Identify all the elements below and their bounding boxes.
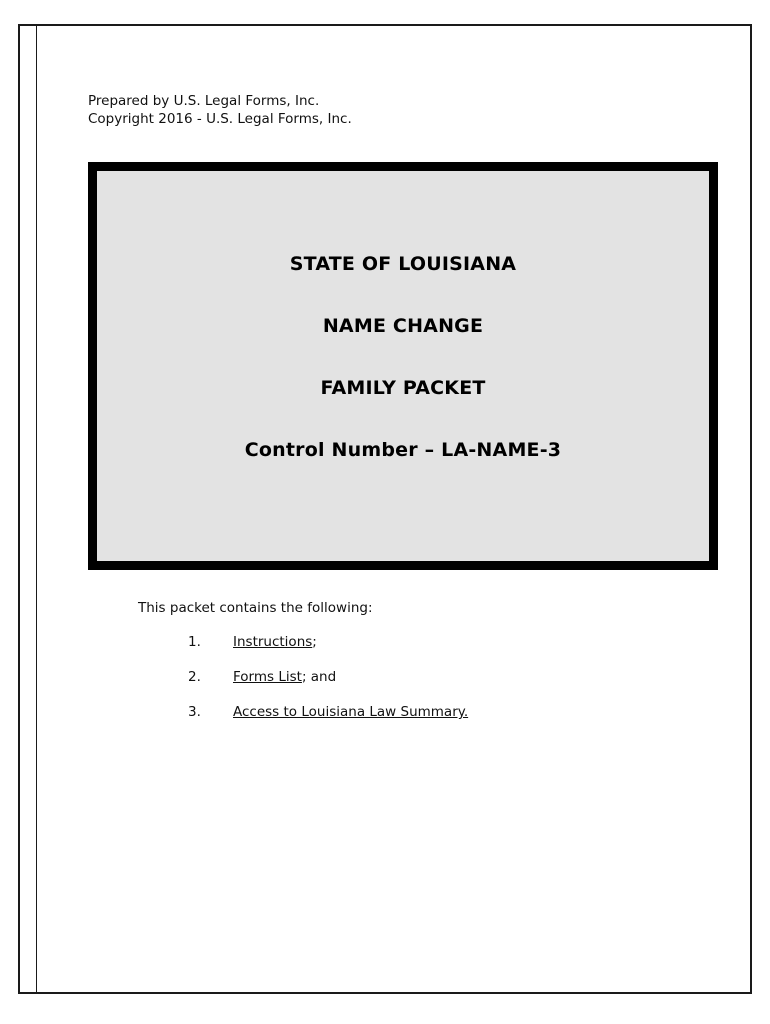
title-lines [97, 253, 709, 461]
prepared-by-block [88, 92, 720, 128]
forms-list-link[interactable]: Forms List [233, 669, 302, 686]
copyright-line: Copyright 2016 - U.S. Legal Forms, Inc. [88, 111, 352, 128]
title-box [88, 162, 718, 570]
list-item [188, 704, 720, 720]
instructions-link[interactable]: Instructions [233, 634, 313, 651]
list-item [188, 634, 720, 650]
page-margin-rule [36, 26, 37, 992]
law-summary-link[interactable]: Access to Louisiana Law Summary. [233, 704, 469, 721]
title-line-control-number: Control Number – LA-NAME-3 [244, 439, 562, 462]
list-item-number: 1. [188, 634, 201, 651]
title-line-packet-type: FAMILY PACKET [320, 377, 486, 400]
list-item-number: 3. [188, 704, 201, 721]
list-item [188, 669, 720, 685]
packet-contents-list [188, 634, 720, 720]
title-line-subject: NAME CHANGE [322, 315, 484, 338]
list-item-tail: ; [312, 634, 317, 651]
list-item-tail: ; and [301, 669, 337, 686]
document-page [18, 24, 752, 994]
page-content [88, 26, 720, 739]
packet-contents-intro: This packet contains the following: [138, 600, 373, 617]
list-item-number: 2. [188, 669, 201, 686]
prepared-by-line: Prepared by U.S. Legal Forms, Inc. [88, 93, 320, 109]
title-line-state: STATE OF LOUISIANA [289, 253, 517, 276]
